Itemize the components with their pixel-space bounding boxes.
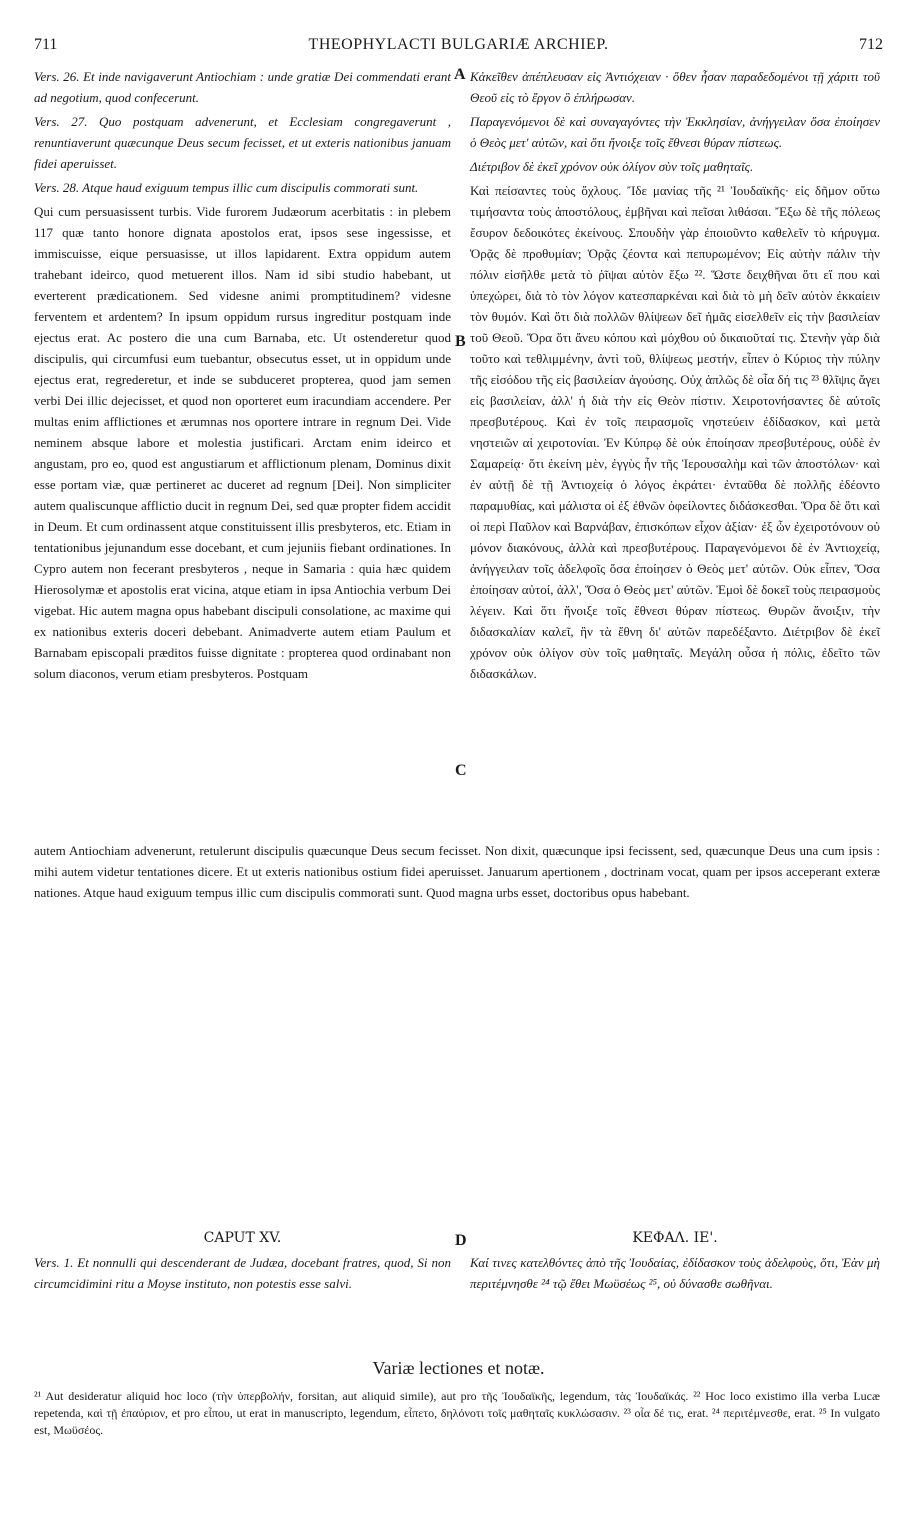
chapter-heading-latin: CAPUT XV. (203, 1230, 282, 1246)
running-title: THEOPHYLACTI BULGARIÆ ARCHIEP. (308, 36, 609, 53)
chapter-heading-greek: ΚΕΦΑΛ. ΙΕ'. (632, 1230, 718, 1246)
latin-verse-26: Vers. 26. Et inde navigaverunt Antiochiam : unde gratiæ Dei commendati erant ad negotium, quod confecerunt. (34, 69, 451, 105)
greek-column (470, 66, 880, 684)
latin-verse-27: Vers. 27. Quo postquam advenerunt, et Ecclesiam congregaverunt , renuntiaverunt quæcunque Deus secum fecisset, et ut exteris nationibus januam fidei aperuisset. (34, 114, 451, 171)
page-number-right: 712 (859, 36, 883, 53)
latin-chapter-verse-1: Vers. 1. Et nonnulli qui descenderant de Judæa, docebant fratres, quod, Si non circumcidimini ritu a Moyse instituto, non potestis esse salvi. (34, 1255, 451, 1291)
margin-letter-b: B (455, 333, 466, 350)
page-number-left: 711 (34, 36, 58, 53)
greek-verse-28: Διέτριβον δὲ ἐκεῖ χρόνον οὐκ ὀλίγον σὺν τοῖς μαθηταῖς. (470, 159, 754, 174)
latin-column (34, 66, 451, 684)
greek-verse-27: Παραγενόμενοι δὲ καὶ συναγαγόντες τὴν Ἐκκλησίαν, ἀνήγγειλαν ὅσα ἐποίησεν ὁ Θεὸς μετ' αὐτῶν, καὶ ὅτι ἤνοιξε τοῖς ἔθνεσι θύραν πίστεως. (470, 114, 880, 150)
margin-letter-c: C (455, 762, 467, 779)
latin-verse-28: Vers. 28. Atque haud exiguum tempus illic cum discipulis commorati sunt. (34, 180, 419, 195)
greek-chapter-verse-1: Καί τινες κατελθόντες ἀπὸ τῆς Ἰουδαίας, ἐδίδασκον τοὺς ἀδελφοὺς, ὅτι, Ἐὰν μὴ περιτέμνησθε ²⁴ τῷ ἔθει Μωϋσέως ²⁵, οὐ δύνασθε σωθῆναι. (470, 1255, 880, 1291)
greek-commentary: Καὶ πείσαντες τοὺς ὄχλους. Ἴδε μανίας τῆς ²¹ Ἰουδαϊκῆς· εἰς δῆμον οὕτω τιμήσαντα τοὺς ἀποστόλους, ἐμβῆναι καὶ πεῖσαι λιθάσαι. Ἔξω δὲ τῆς πόλεως ἔσυρον δεδοικότες ἐκείνους. Σπουδὴν γὰρ ἐποιοῦντο καθελεῖν τὸ κήρυγμα. Ὁρᾷς δὲ προθυμίαν; Ὁρᾷς ζέοντα καὶ πεπυρωμένον; Εἰς αὐτὴν πάλιν τὴν πόλιν εἰσῆλθε μετὰ τὸ ῥῖψαι αὐτὸν ἔξω ²². Ὥστε δειχθῆναι ὅτι εἴ που καὶ ὑπεχώρει, διὰ τὸ τὸν λόγον κατεσπαρκέναι καὶ διὰ τὸ μὴ δεῖν αὐτὸν ἐκκαίειν τὸν θυμόν. Καὶ ὅτι διὰ πολλῶν θλίψεων δεῖ ἡμᾶς εἰσελθεῖν εἰς τὴν βασιλείαν τοῦ Θεοῦ. Ὅρα ὅτι ἄνευ κόπου καὶ μόχθου οὐ δικαιοῦταί τις. Στενὴν γὰρ διὰ τοῦτο καὶ τεθλιμμένην, ἀντὶ τοῦ, θλίψεως μεστήν, εἶπεν ὁ Κύριος τὴν πύλην τῆς εἰσόδου τῆς εἰς βασιλείαν ἀγούσης. Οὐχ ἁπλῶς δὲ οἷα δή τις ²³ θλῖψις ἄγει εἰς βασιλείαν, ἀλλ' ἡ διὰ τὴν εἰς Θεὸν πίστιν. Χειροτονήσαντες δὲ αὐτοῖς πρεσβυτέρους. Καὶ ἐν τοῖς πειρασμοῖς νηστεύειν ἐδίδασκον, καὶ μετὰ νηστειῶν αἱ χειροτονίαι. Ἐν Κύπρῳ δὲ οὐκ ἐποίησαν πρεσβυτέρους, οὐδὲ ἐν Σαμαρείᾳ· ὅτι ἐκείνη μὲν, ἐγγὺς ἦν τῆς Ἱερουσαλὴμ καὶ τῶν ἀποστόλων· καὶ ἐν αὐτῇ δὲ τῇ Ἀντιοχείᾳ ὁ λόγος ἐκράτει· ἐνταῦθα δὲ πολλῆς ἐδέοντο παραμυθίας, καὶ μάλιστα οἱ ἐξ ἐθνῶν ὀφείλοντες διδάσκεσθαι. Ὅρα δὲ ὅτι καὶ οἱ περὶ Παῦλον καὶ Βαρνάβαν, ἐπισκόπων εἶχον ἀξίαν· ἐξ ὧν ἐχειροτόνουν οὐ μόνον διακόνους, ἀλλὰ καὶ πρεσβυτέρους. Παραγενόμενοι δὲ ἐν Ἀντιοχείᾳ, ἀνήγγειλαν τοῖς ἀδελφοῖς ὅσα ἐποίησεν ὁ Θεὸς μετ' αὐτῶν. Οὐκ εἶπεν, Ὅσα ἐποίησαν αὐτοί, ἀλλ', Ὅσα ὁ Θεὸς μετ' αὐτῶν. Ἐμοὶ δὲ δοκεῖ τοὺς πειρασμοὺς λέγειν. Καὶ ὅτι ἤνοιξε τοῖς ἔθνεσι θύραν πίστεως. Θυρῶν ἄνοιξιν, τὴν διδασκαλίαν καλεῖ, ἣν τὰ ἔθνη δι' αὐτῶν παρεδέξαντο. Διέτριβον δὲ ἐκεῖ χρόνον οὐκ ὀλίγον σὺν τοῖς μαθηταῖς. Μεγάλη οὖσα ἡ πόλις, ἐδεῖτο τῶν διδασκάλων. (470, 183, 880, 681)
full-width-text: autem Antiochiam advenerunt, retulerunt discipulis quæcunque Deus secum fecisset. Non dixit, quæcunque ipsi fecissent, sed, quæcunque Deus una cum ipsis : mihi autem videtur tentationes dicere. Et ut exteris nationibus ostium fidei aperuisset. Januarum apertionem , doctrinam vocat, quam per ipsos acceperant exteræ nationes. Atque haud exiguum tempus illic cum discipulis commorati sunt. Quod magna urbs esset, doctoribus opus habebant. (34, 843, 880, 900)
margin-letter-d: D (455, 1232, 467, 1249)
margin-letter-a: A (454, 66, 466, 83)
notes-text (34, 1388, 880, 1439)
notes-paragraph: ²¹ Aut desideratur aliquid hoc loco (τὴν ὑπερβολήν, forsitan, aut aliquid simile), aut pro τῆς Ἰουδαϊκῆς, legendum, τὰς Ἰουδαϊκάς. ²² Hoc loco existimo illa verba Lucæ repetenda, καὶ τῇ ἐπαύριον, et pro εἶπου, ut erat in manuscripto, legendum, εἶπετο, δηλόνοτι τοῖς μαθηταῖς κυκλώσασιν. ²³ οἷα δέ τις, erat. ²⁴ περιτέμνεσθε, erat. ²⁵ In vulgato est, Μωϋσέος. (34, 1389, 880, 1437)
greek-verse-26: Κἀκεῖθεν ἀπέπλευσαν εἰς Ἀντιόχειαν · ὅθεν ἦσαν παραδεδομένοι τῇ χάριτι τοῦ Θεοῦ εἰς τὸ ἔργον ὃ ἐπλήρωσαν. (470, 69, 880, 105)
running-header (34, 36, 883, 56)
latin-commentary: Qui cum persuasissent turbis. Vide furorem Judæorum acerbitatis : in plebem 117 quæ tanto honore dignata apostolos erat, ipsos sese ingessisse, et immiscuisse, eique persuasisse, ut illos lapidarent. Extra oppidum autem trahebant ideirco, quod metuerent illos. Nam id sibi studio habebant, ut everterent prædicationem. Sed videsne animi promptitudinem? videsne ferventem et ardentem? In ipsum oppidum rursus ingreditur postquam inde ejectus erat. Ac postero die una cum Barnaba, etc. Ut ostenderetur quod discipulis, qui circumfusi eum tuebantur, obsecutus esset, ut in oppidum unde ejectus erat, regrederetur, et inde se subduceret propterea, quod jam semen verbi Dei illic dejecisset, et quod non oporteret eum iracundiam accendere. Per multas enim afflictiones et ærumnas nos oportere intrare in regnum Dei. Vide neminem absque labore et molestia justificari. Arctam enim ideirco et angustam, pro eo, quod est angustiarum et afflictionum plenam, Dominus dixit esse portam viæ, quæ pertineret ac duceret ad regnum [Dei]. Non simpliciter autem qualiscunque afflictio ducit in regnum Dei, sed quæ propter fidem accidit in Deum. Et cum ordinassent atque constituissent illis presbyteros, etc. Etiam in tentationibus jejunandum esse docebant, et cum jejuniis fiebant ordinationes. In Cypro autem non fecerant presbyteros , neque in Samaria : quia hæc quidem Hierosolymæ et apostolis erat vicina, atque etiam in ipsa Antiochia verbum Dei vigebat. Hic autem magna opus habebant discipuli consolatione, ac maxime qui ex nationibus exteris doceri debebant. Animadverte autem etiam Paulum et Barnabam episcopali præditos fuisse dignitate : propterea quod ordinabant non solum diaconos, verum etiam presbyteros. Postquam (34, 204, 451, 681)
notes-title: Variæ lectiones et notæ. (372, 1358, 545, 1378)
